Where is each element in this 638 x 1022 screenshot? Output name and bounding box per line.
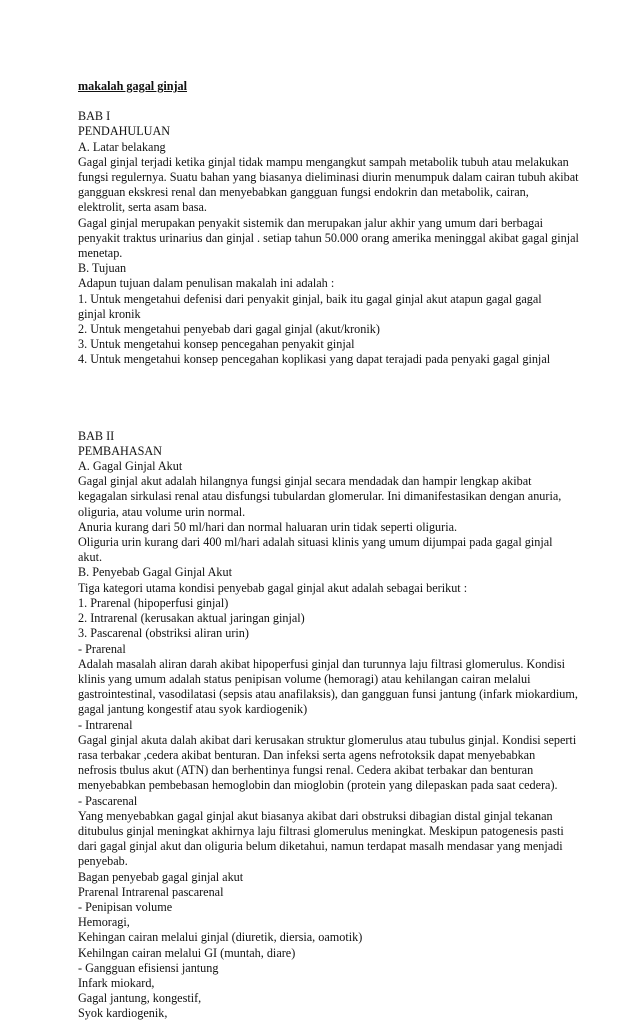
bab2-line: Syok kardiogenik,	[78, 1006, 168, 1021]
bab2-line: Kehingan cairan melalui ginjal (diuretik, diersia, oamotik)	[78, 930, 363, 945]
bab1-line: 3. Untuk mengetahui konsep pencegahan penyakit ginjal	[78, 337, 355, 352]
bab2-line: dari gagal ginjal akut dan oliguria belum diketahui, namun terdapat masalh mendasar yang menjadi	[78, 839, 563, 854]
bab2-line: nefrosis tbulus akut (ATN) dan berhentinya fungsi renal. Cedera akibat terbakar dan benturan	[78, 763, 534, 778]
bab1-line: elektrolit, serta asam basa.	[78, 200, 207, 215]
bab1-line: A. Latar belakang	[78, 139, 166, 154]
section-bab-1	[78, 109, 618, 367]
bab2-line: gastrointestinal, vasodilatasi (sepsis atau anafilaksis), dan gangguan funsi jantung (infark miokardium,	[78, 687, 578, 702]
bab2-line: 1. Prarenal (hipoperfusi ginjal)	[78, 595, 229, 610]
bab2-line: penyebab.	[78, 854, 128, 869]
bab1-line: BAB I	[78, 109, 111, 124]
bab1-line: 2. Untuk mengetahui penyebab dari gagal ginjal (akut/kronik)	[78, 322, 380, 337]
bab2-line: Tiga kategori utama kondisi penyebab gagal ginjal akut adalah sebagai berikut :	[78, 580, 468, 595]
bab1-line: Gagal ginjal merupakan penyakit sistemik dan merupakan jalur akhir yang umum dari berbagai	[78, 215, 544, 230]
bab2-line: Bagan penyebab gagal ginjal akut	[78, 869, 244, 884]
bab2-line: PEMBAHASAN	[78, 443, 162, 458]
bab2-line: - Intrarenal	[78, 717, 133, 732]
bab1-line: fungsi regulernya. Suatu bahan yang biasanya dieliminasi diurin menumpuk dalam cairan tubuh akibat	[78, 170, 579, 185]
bab2-line: Infark miokard,	[78, 975, 155, 990]
bab1-line: menetap.	[78, 246, 123, 261]
bab2-line: rasa terbakar ,cedera akibat benturan. Dan infeksi serta agens nefrotoksik dapat menyebabkan	[78, 747, 536, 762]
bab2-line: gagal jantung kongestif atau syok kardiogenik)	[78, 702, 308, 717]
bab1-line: Adapun tujuan dalam penulisan makalah ini adalah :	[78, 276, 335, 291]
bab1-line: gangguan ekskresi renal dan menyebabkan gangguan fungsi endokrin dan metabolik, cairan,	[78, 185, 529, 200]
bab1-line: ginjal kronik	[78, 306, 141, 321]
bab2-line: kegagalan sirkulasi renal atau disfungsi tubulardan glomerular. Ini dimanifestasikan dengan anuria,	[78, 489, 562, 504]
bab2-line: Anuria kurang dari 50 ml/hari dan normal haluaran urin tidak seperti oliguria.	[78, 519, 458, 534]
bab2-line: Oliguria urin kurang dari 400 ml/hari adalah situasi klinis yang umum dijumpai pada gagal ginjal	[78, 535, 553, 550]
section-bab-2	[78, 429, 618, 1022]
bab2-line: Hemoragi,	[78, 915, 130, 930]
bab2-line: 3. Pascarenal (obstriksi aliran urin)	[78, 626, 249, 641]
bab2-line: Prarenal Intrarenal pascarenal	[78, 884, 224, 899]
bab1-line: Gagal ginjal terjadi ketika ginjal tidak mampu mengangkut sampah metabolik tubuh atau melakukan	[78, 154, 569, 169]
bab2-line: - Prarenal	[78, 641, 126, 656]
bab2-line: Gagal ginjal akuta dalah akibat dari kerusakan struktur glomerulus atau tubulus ginjal. Kondisi seperti	[78, 732, 577, 747]
bab2-line: BAB II	[78, 428, 115, 443]
document-page	[78, 79, 618, 1022]
bab1-line: penyakit traktus urinarius dan ginjal . setiap tahun 50.000 orang amerika meninggal akibat gagal ginjal	[78, 230, 579, 245]
bab2-line: - Penipisan volume	[78, 899, 173, 914]
bab1-line: B. Tujuan	[78, 261, 127, 276]
bab2-line: ditubulus ginjal meningkat akhirnya laju filtrasi glomerulus meningkat. Meskipun patogenesis pasti	[78, 823, 564, 838]
bab1-line: 1. Untuk mengetahui defenisi dari penyakit ginjal, baik itu gagal ginjal akut atapun gagal gagal	[78, 291, 542, 306]
bab2-line: A. Gagal Ginjal Akut	[78, 459, 183, 474]
spacer	[78, 94, 618, 109]
bab2-line: B. Penyebab Gagal Ginjal Akut	[78, 565, 233, 580]
spacer	[78, 368, 618, 429]
bab2-line: Yang menyebabkan gagal ginjal akut biasanya akibat dari obstruksi dibagian distal ginjal tekanan	[78, 808, 553, 823]
bab1-line: 4. Untuk mengetahui konsep pencegahan koplikasi yang dapat terajadi pada penyaki gagal ginjal	[78, 352, 551, 367]
bab2-line: 2. Intrarenal (kerusakan aktual jaringan ginjal)	[78, 611, 305, 626]
bab2-line: - Pascarenal	[78, 793, 138, 808]
bab2-line: Gagal ginjal akut adalah hilangnya fungsi ginjal secara mendadak dan hampir lengkap akibat	[78, 474, 532, 489]
bab2-line: klinis yang umum adalah status penipisan volume (hemoragi) atau kehilangan cairan melalui	[78, 671, 531, 686]
bab1-line: PENDAHULUAN	[78, 124, 171, 139]
bab2-line: akut.	[78, 550, 103, 565]
bab2-line: Gagal jantung, kongestif,	[78, 991, 202, 1006]
bab2-line: Adalah masalah aliran darah akibat hipoperfusi ginjal dan turunnya laju filtrasi glomerulus. Kondisi	[78, 656, 566, 671]
bab2-line: menyebabkan pembebasan hemoglobin dan mioglobin (protein yang dilepaskan pada saat cedera).	[78, 778, 558, 793]
bab2-line: oliguria, atau volume urin normal.	[78, 504, 246, 519]
document-title: makalah gagal ginjal	[78, 79, 188, 93]
bab2-line: - Gangguan efisiensi jantung	[78, 960, 219, 975]
bab2-line: Kehilngan cairan melalui GI (muntah, diare)	[78, 945, 296, 960]
